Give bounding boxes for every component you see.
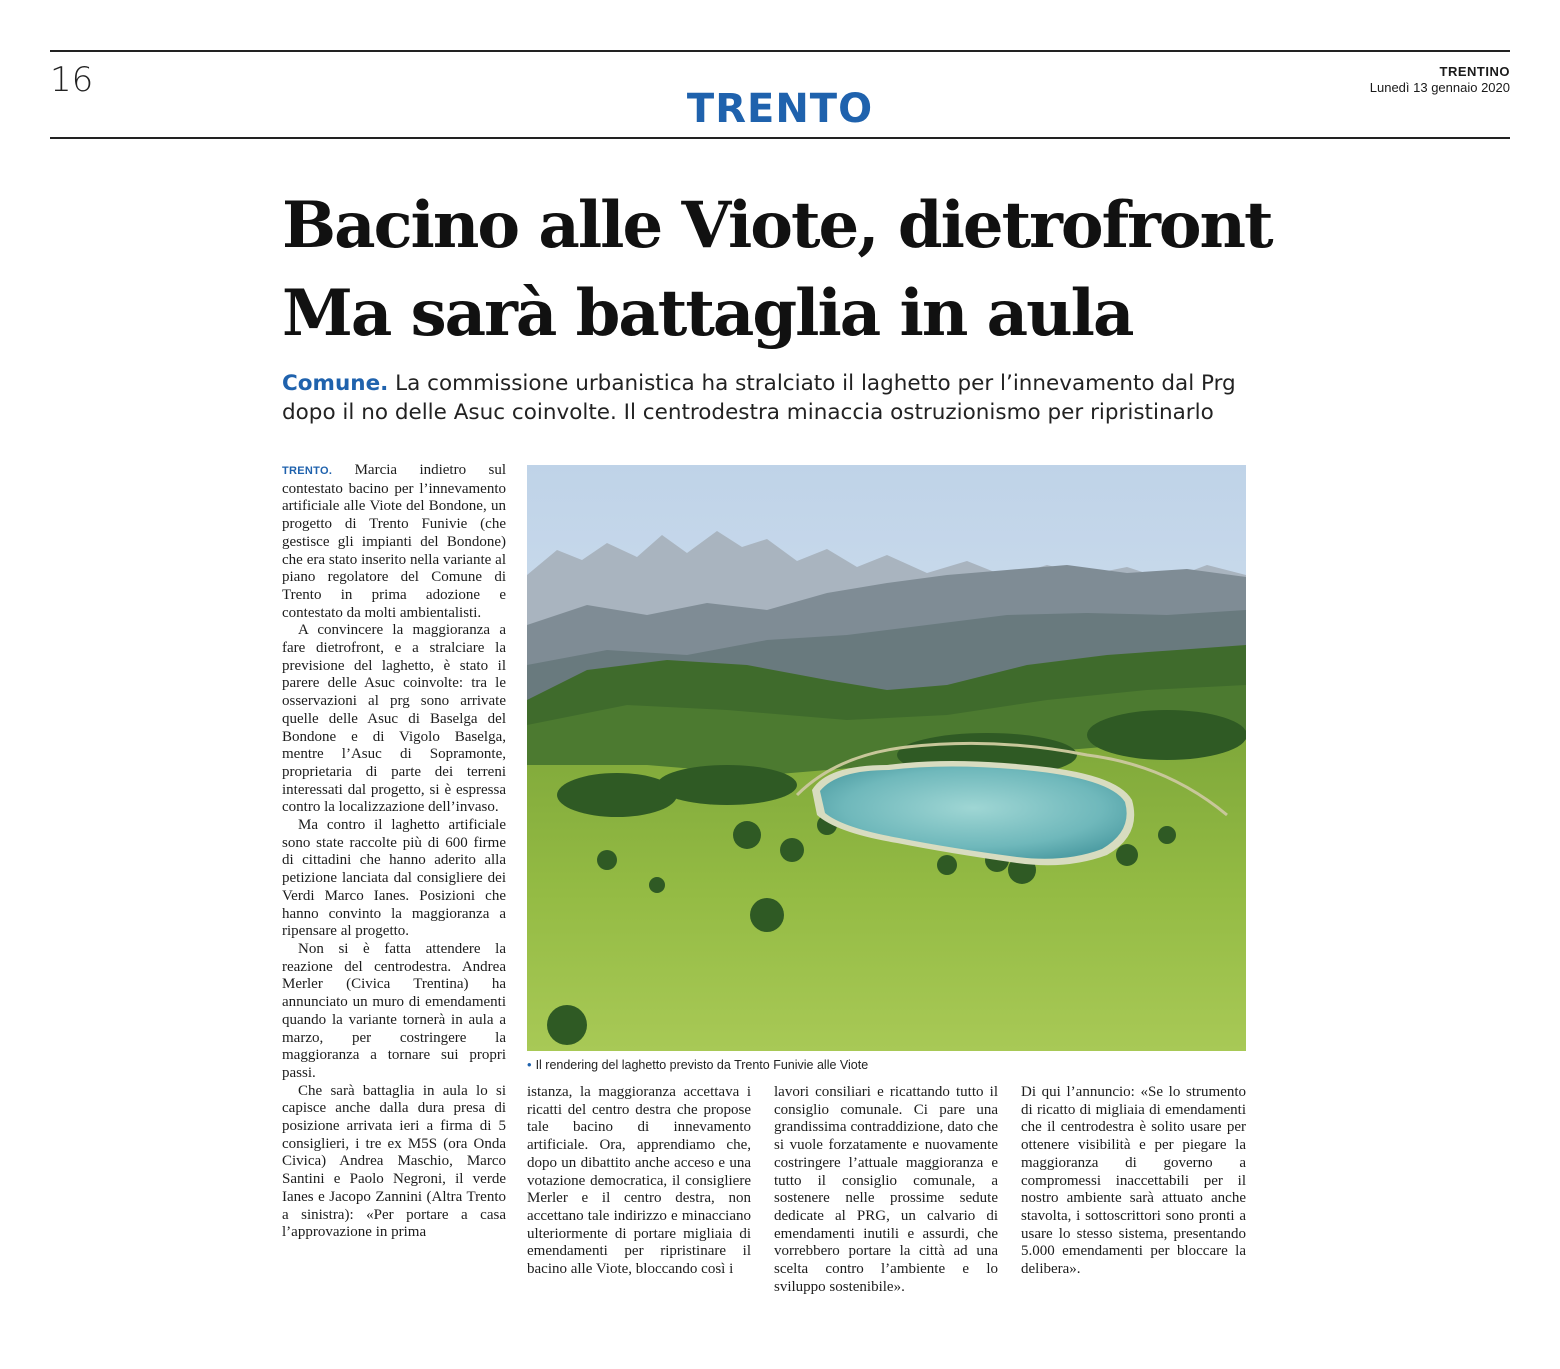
publication-name: TRENTINO [1439, 64, 1510, 79]
article-column-2 [527, 1084, 751, 1279]
subheadline [282, 369, 1282, 427]
headline-line-1: Bacino alle Viote, dietrofront [282, 188, 1272, 263]
caption-bullet-icon: • [527, 1057, 532, 1072]
paragraph-5: Che sarà battaglia in aula lo si capisce anche dalla dura presa di posizione arrivata ieri a firma di 5 consiglieri, i tre ex M5S (ora Onda Civica) Andrea Maschio, Marco Santini e Paolo Negroni, il verde Ianes e Jacopo Zannini (Altra Trento a sinistra): «Per portare a casa l’approvazione in prima [282, 1082, 506, 1241]
kicker: Comune. [282, 371, 389, 396]
dateline: TRENTO. [282, 465, 333, 477]
publication-info [1370, 64, 1510, 96]
section-title: TRENTO [686, 86, 874, 132]
headline-line-2: Ma sarà battaglia in aula [282, 276, 1133, 351]
top-rule [50, 50, 1510, 52]
paragraph-3: Ma contro il laghetto artificiale sono state raccolte più di 600 firme di cittadini che hanno aderito alla petizione lanciata dal consigliere dei Verdi Marco Ianes. Posizioni che hanno convinto la maggioranza a ripensare al progetto. [282, 817, 506, 940]
column-3-text: lavori consiliari e ricattando tutto il consiglio comunale. Ci pare una grandissima contraddizione, dato che si vuole forzatamente e nuovamente costringere l’attuale maggioranza e tutto il consiglio comunale, a sostenere nelle prossime sedute dedicate al PRG, un calvario di emendamenti inutili e assurdi, che vorrebbero portare la città ad una scelta contro l’ambiente e lo sviluppo sostenibile». [774, 1084, 998, 1295]
article-column-4 [1021, 1084, 1246, 1279]
landscape-illustration [527, 465, 1246, 1051]
publication-date: Lunedì 13 gennaio 2020 [1369, 80, 1510, 95]
caption-text: Il rendering del laghetto previsto da Trento Funivie alle Viote [535, 1058, 869, 1072]
paragraph-1 [282, 462, 506, 622]
paragraph-2: A convincere la maggioranza a fare dietrofront, e a stralciare la previsione del laghetto, è stato il parere delle Asuc coinvolte: tra le osservazioni al prg sono arrivate quelle delle Asuc di Baselga del Bondone e di Vigolo Baselga, mentre l’Asuc di Sopramonte, proprietaria di parte dei terreni interessati dal progetto, si è espressa contro la localizzazione dell’invaso. [282, 622, 506, 816]
page-number: 16 [50, 60, 94, 100]
column-4-text: Di qui l’annuncio: «Se lo strumento di ricatto di migliaia di emendamenti che il centrodestra è solito usare per ottenere visibilità e per piegare la maggioranza di governo a compromessi inaccettabili per il nostro ambiente sarà attuato anche stavolta, i sottoscrittori sono pronti a usare lo stesso sistema, presentando 5.000 emendamenti per bloccare la delibera». [1021, 1084, 1246, 1278]
lake-rendering-photo [527, 465, 1246, 1051]
article-column-3 [774, 1084, 998, 1296]
subhead-text: La commissione urbanistica ha stralciato il laghetto per l’innevamento dal Prg dopo il no delle Asuc coinvolte. Il centrodestra minaccia ostruzionismo per ripristinarlo [282, 371, 1236, 425]
article-column-1 [282, 462, 506, 1242]
paragraph-4: Non si è fatta attendere la reazione del centrodestra. Andrea Merler (Civica Trentina) ha annunciato un muro di emendamenti quando la variante tornerà in aula a marzo, per costringere la maggioranza a tornare sui propri passi. [282, 940, 506, 1081]
photo-caption [527, 1057, 1246, 1072]
column-2-text: istanza, la maggioranza accettava i ricatti del centro destra che propose tale bacino di innevamento artificiale. Ora, apprendiamo che, dopo un dibattito anche acceso e una votazione democratica, il consigliere Merler e il centro destra, non accettano tale indirizzo e minacciano ulteriormente di portare migliaia di emendamenti per ripristinare il bacino alle Viote, bloccando così i [527, 1084, 751, 1278]
header-bottom-rule [50, 137, 1510, 139]
paragraph-1-text: Marcia indietro sul contestato bacino per l’innevamento artificiale alle Viote del Bondone, un progetto di Trento Funivie (che gestisce gli impianti del Bondone) che era stato inserito nella variante al piano regolatore del Comune di Trento in prima adozione e contestato da molti ambientalisti. [282, 462, 506, 621]
headline [282, 182, 1282, 358]
